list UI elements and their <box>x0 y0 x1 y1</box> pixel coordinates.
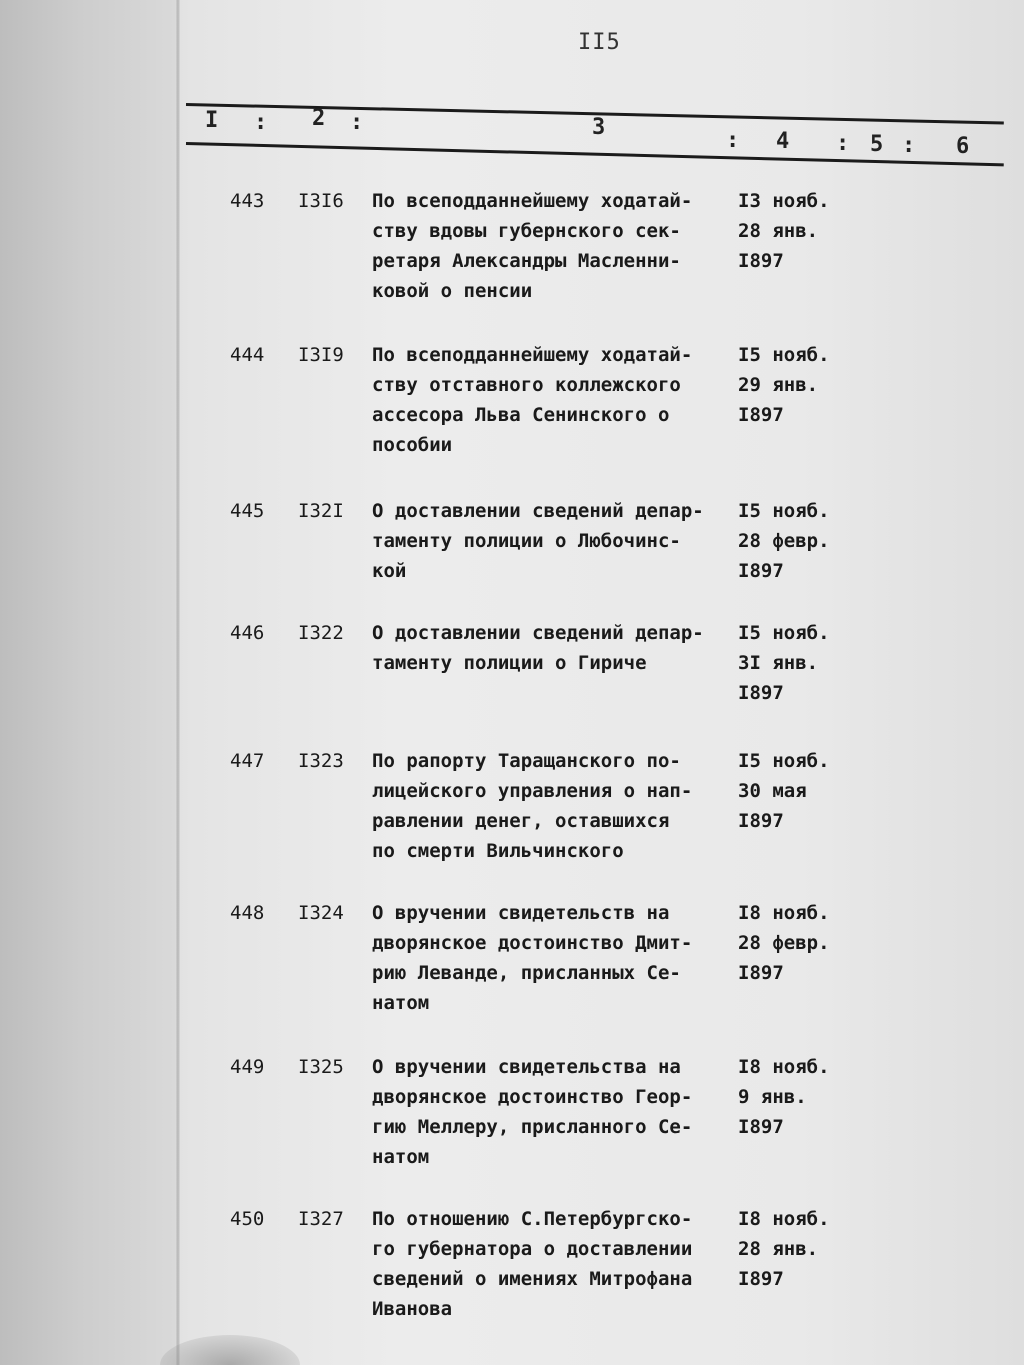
column-header-2: 2 <box>312 106 326 131</box>
date-start: I5 нояб. <box>738 622 830 644</box>
description-line: пособии <box>372 434 453 456</box>
date-year: I897 <box>738 810 784 832</box>
entry-dates <box>738 340 848 430</box>
description-line: ству отставного коллежского <box>372 374 681 396</box>
entry-number: 445 <box>230 500 265 522</box>
entry-dates <box>738 1052 848 1142</box>
description-line: таменту полиции о Гириче <box>372 652 647 674</box>
entry-description <box>372 618 737 678</box>
column-header-5: 5 <box>870 132 884 157</box>
description-line: по смерти Вильчинского <box>372 840 624 862</box>
column-header-1: I <box>205 108 219 133</box>
entry-description <box>372 898 737 1018</box>
entry-number: 443 <box>230 190 265 212</box>
description-line: лицейского управления о нап- <box>372 780 693 802</box>
entry-dates <box>738 746 848 836</box>
entry-code: I324 <box>298 902 344 924</box>
entry-number: 446 <box>230 622 265 644</box>
page-fold <box>176 0 180 1365</box>
date-end: 28 янв. <box>738 1238 819 1260</box>
entry-dates <box>738 186 848 276</box>
entry-dates <box>738 618 848 708</box>
date-year: I897 <box>738 682 784 704</box>
description-line: О вручении свидетельства на <box>372 1056 681 1078</box>
entry-dates <box>738 496 848 586</box>
entry-dates <box>738 898 848 988</box>
description-line: ассесора Льва Сенинского о <box>372 404 670 426</box>
entry-code: I323 <box>298 750 344 772</box>
date-start: I5 нояб. <box>738 344 830 366</box>
entry-number: 450 <box>230 1208 265 1230</box>
entry-dates <box>738 1204 848 1294</box>
description-line: ству вдовы губернского сек- <box>372 220 681 242</box>
description-line: ретаря Александры Масленни- <box>372 250 681 272</box>
column-separator: : <box>254 110 268 135</box>
description-line: гию Меллеру, присланного Се- <box>372 1116 693 1138</box>
description-line: О вручении свидетельств на <box>372 902 670 924</box>
description-line: кой <box>372 560 407 582</box>
date-year: I897 <box>738 560 784 582</box>
entry-code: I325 <box>298 1056 344 1078</box>
date-start: I8 нояб. <box>738 902 830 924</box>
date-end: 29 янв. <box>738 374 819 396</box>
entry-number: 447 <box>230 750 265 772</box>
description-line: По всеподданнейшему ходатай- <box>372 344 693 366</box>
entry-code: I3I9 <box>298 344 344 366</box>
description-line: равлении денег, оставшихся <box>372 810 670 832</box>
date-year: I897 <box>738 962 784 984</box>
description-line: го губернатора о доставлении <box>372 1238 693 1260</box>
date-end: 28 янв. <box>738 220 819 242</box>
page-gutter <box>0 0 180 1365</box>
entry-code: I322 <box>298 622 344 644</box>
date-year: I897 <box>738 1268 784 1290</box>
description-line: ковой о пенсии <box>372 280 533 302</box>
bottom-shadow <box>160 1335 300 1365</box>
description-line: дворянское достоинство Дмит- <box>372 932 693 954</box>
entry-description <box>372 186 737 306</box>
entry-code: I32I <box>298 500 344 522</box>
description-line: О доставлении сведений депар- <box>372 622 704 644</box>
date-start: I3 нояб. <box>738 190 830 212</box>
entry-description <box>372 1052 737 1172</box>
column-header-4: 4 <box>776 129 790 154</box>
date-year: I897 <box>738 250 784 272</box>
date-end: 28 февр. <box>738 932 830 954</box>
entry-code: I3I6 <box>298 190 344 212</box>
column-header-3: 3 <box>592 115 606 140</box>
description-line: дворянское достоинство Геор- <box>372 1086 693 1108</box>
date-start: I8 нояб. <box>738 1056 830 1078</box>
description-line: По рапорту Таращанского по- <box>372 750 681 772</box>
column-separator: : <box>726 128 740 153</box>
date-start: I5 нояб. <box>738 750 830 772</box>
date-start: I8 нояб. <box>738 1208 830 1230</box>
column-separator: : <box>902 133 916 158</box>
description-line: По всеподданнейшему ходатай- <box>372 190 693 212</box>
date-start: I5 нояб. <box>738 500 830 522</box>
description-line: натом <box>372 992 430 1014</box>
description-line: натом <box>372 1146 430 1168</box>
description-line: таменту полиции о Любочинс- <box>372 530 681 552</box>
description-line: По отношению С.Петербургско- <box>372 1208 693 1230</box>
description-line: Иванова <box>372 1298 453 1320</box>
date-end: 28 февр. <box>738 530 830 552</box>
entry-description <box>372 496 737 586</box>
entry-description <box>372 1204 737 1324</box>
date-year: I897 <box>738 404 784 426</box>
date-end: 30 мая <box>738 780 807 802</box>
entry-code: I327 <box>298 1208 344 1230</box>
column-separator: : <box>350 110 364 135</box>
description-line: сведений о имениях Митрофана <box>372 1268 693 1290</box>
entry-number: 444 <box>230 344 265 366</box>
description-line: О доставлении сведений депар- <box>372 500 704 522</box>
description-line: рию Леванде, присланных Се- <box>372 962 681 984</box>
date-end: 9 янв. <box>738 1086 807 1108</box>
page-number: II5 <box>578 30 621 55</box>
entry-description <box>372 746 737 866</box>
entry-number: 448 <box>230 902 265 924</box>
entry-description <box>372 340 737 460</box>
column-separator: : <box>836 131 850 156</box>
date-year: I897 <box>738 1116 784 1138</box>
date-end: 3I янв. <box>738 652 819 674</box>
entry-number: 449 <box>230 1056 265 1078</box>
column-header-6: 6 <box>956 134 970 159</box>
